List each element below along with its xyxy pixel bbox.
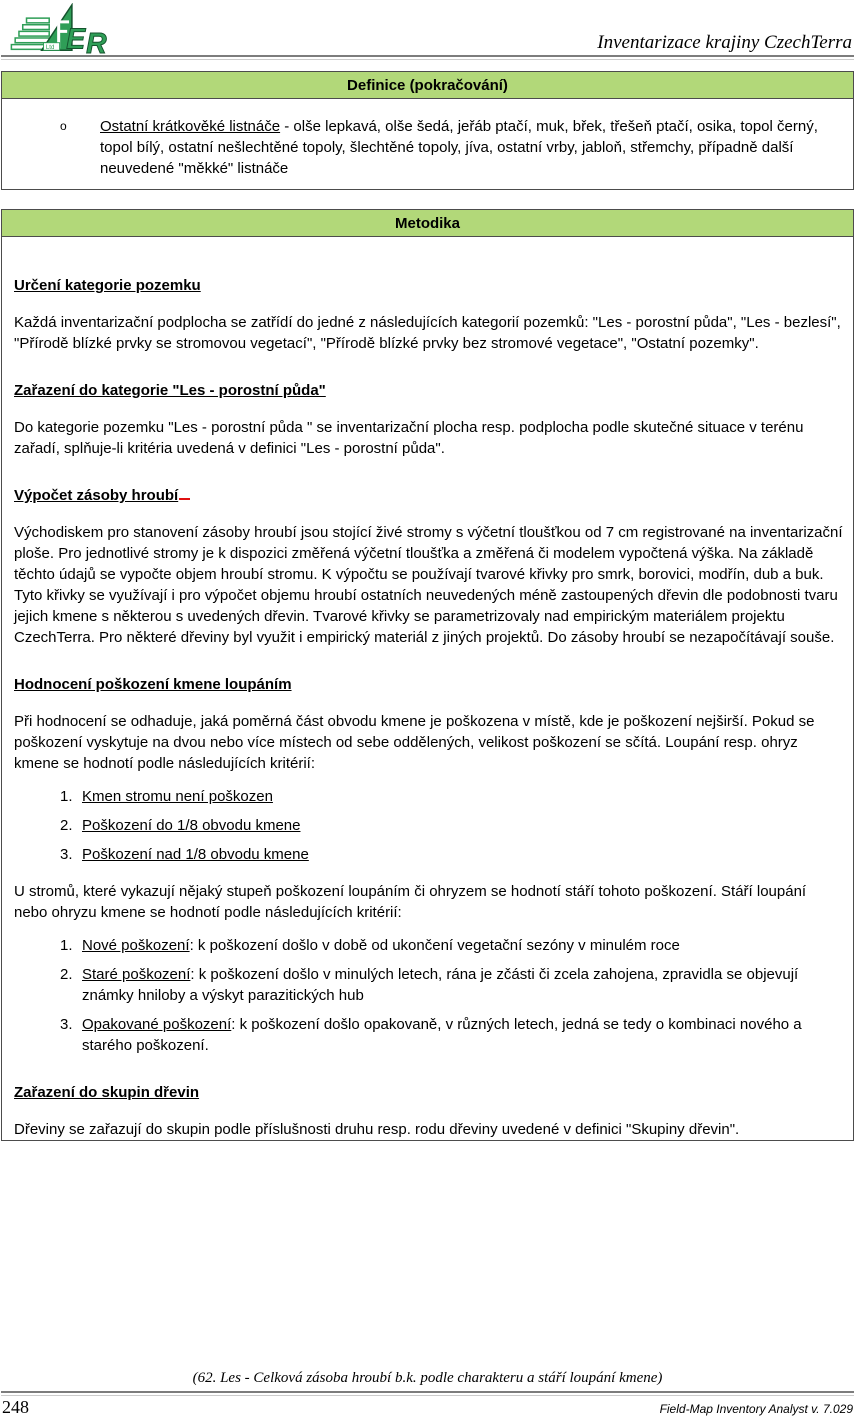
paragraph: U stromů, které vykazují nějaký stupeň poškození loupáním či ohryzem se hodnotí stáří tohoto poškození. Stáří loupání nebo ohryzu kmene se hodnotí podle následujících kritérií: bbox=[14, 883, 807, 921]
list-item-text bbox=[100, 116, 843, 179]
heading-zarazeni-skupin: Zařazení do skupin dřevin bbox=[14, 1084, 200, 1101]
list-item-rest: : k poškození došlo v minulých letech, rána je zčásti či zcela zahojena, zpravidla se objevují známky hniloby a výskyt parazitických hub bbox=[82, 966, 799, 1004]
footer-divider-light bbox=[1, 1395, 854, 1396]
ifer-logo-icon bbox=[9, 3, 114, 55]
heading-urceni-kategorie: Určení kategorie pozemku bbox=[14, 277, 201, 294]
section-metodika bbox=[1, 209, 854, 1141]
metodika-body bbox=[1, 237, 854, 1141]
page-header bbox=[1, 0, 854, 55]
footer-caption: (62. Les - Celková zásoba hroubí b.k. podle charakteru a stáří loupání kmene) bbox=[192, 1370, 663, 1386]
list-item bbox=[14, 116, 843, 179]
list-item-number: 2. bbox=[60, 817, 73, 834]
section-definice bbox=[1, 71, 854, 190]
list-item-lead: Poškození do 1/8 obvodu kmene bbox=[82, 817, 301, 834]
footer-row bbox=[2, 1397, 853, 1420]
section-header-definice: Definice (pokračování) bbox=[1, 71, 854, 99]
list-item-lead: Staré poškození bbox=[82, 966, 191, 983]
list-item bbox=[14, 786, 843, 807]
list-item bbox=[14, 964, 843, 1006]
app-version: Field-Map Inventory Analyst v. 7.029 bbox=[659, 1402, 853, 1416]
list-item-lead: Ostatní krátkověké listnáče bbox=[100, 118, 281, 135]
list-item-rest: : k poškození došlo v době od ukončení vegetační sezóny v minulém roce bbox=[189, 937, 680, 954]
list-item bbox=[14, 1014, 843, 1056]
list-item bbox=[14, 815, 843, 836]
list-item-lead: Kmen stromu není poškozen bbox=[82, 788, 273, 805]
heading-zarazeni-kategorie: Zařazení do kategorie "Les - porostní půda" bbox=[14, 382, 326, 399]
header-divider bbox=[1, 55, 854, 57]
ordered-list-rozsah bbox=[14, 786, 843, 865]
list-item-number: 3. bbox=[60, 846, 73, 863]
svg-text:Ltd: Ltd bbox=[45, 43, 55, 51]
list-item bbox=[14, 935, 843, 956]
ordered-list-stari bbox=[14, 935, 843, 1056]
list-item-number: 3. bbox=[60, 1016, 73, 1033]
document-title: Inventarizace krajiny CzechTerra bbox=[597, 32, 852, 53]
footer-divider bbox=[1, 1391, 854, 1393]
list-item-lead: Opakované poškození bbox=[82, 1016, 232, 1033]
paragraph: Východiskem pro stanovení zásoby hroubí jsou stojící živé stromy s výčetní tloušťkou od 7 cm registrované na inventarizační ploše. Pro jednotlivé stromy je k dispozici změřená výčetní tloušťka a změřená či modelem vypočtená výška. Na základě těchto údajů se vypočte objem hroubí stromu. K výpočtu se používají tvarové křivky pro smrk, borovici, modřín, dub a buk. Tyto křivky se využívají i pro výpočet objemu hroubí ostatních neuvedených méně zastoupených dřevin dle podobnosti tvaru jejich kmene s některou s uvedených dřevin. Tvarové křivky se parametrizovaly nad empirickým materiálem projektu CzechTerra. Pro některé dřeviny byl využit i empirický materiál z jiných projektů. Do zásoby hroubí se nezapočítávají souše. bbox=[14, 524, 843, 646]
list-item-lead: Nové poškození bbox=[82, 937, 190, 954]
paragraph: Do kategorie pozemku "Les - porostní půda " se inventarizační plocha resp. podplocha podle skutečné situace v terénu zařadí, splňuje-li kritéria uvedená v definici "Les - porostní půda". bbox=[14, 419, 804, 457]
heading-vypocet-zasoby: Výpočet zásoby hroubí bbox=[14, 485, 843, 506]
list-item-rest: - olše lepkavá, olše šedá, jeřáb ptačí, muk, břek, třešeň ptačí, osika, topol černý, topol bílý, ostatní nešlechtěné topoly, šlechtěné topoly, jíva, ostatní vrby, jabloň, střemchy, případně další neuvedené "měkké" listnáče bbox=[100, 118, 818, 177]
list-item-number: 1. bbox=[60, 788, 73, 805]
ifer-logo bbox=[9, 3, 114, 61]
header-divider-light bbox=[1, 59, 854, 60]
svg-text:R: R bbox=[86, 28, 107, 55]
list-item-number: 2. bbox=[60, 966, 73, 983]
svg-text:E: E bbox=[66, 23, 86, 55]
list-item-number: 1. bbox=[60, 937, 73, 954]
heading-hodnoceni-poskozeni: Hodnocení poškození kmene loupáním bbox=[14, 676, 292, 693]
paragraph: Každá inventarizační podplocha se zatřídí do jedné z následujících kategorií pozemků: "Les - porostní půda", "Les - bezlesí", "Přírodě blízké prvky se stromovou vegetací", "Přírodě blízké prvky bez stromové vegetace", "Ostatní pozemky". bbox=[14, 314, 841, 352]
paragraph: Dřeviny se zařazují do skupin podle příslušnosti druhu resp. rodu dřeviny uvedené v definici "Skupiny dřevin". bbox=[14, 1121, 740, 1138]
list-item bbox=[14, 844, 843, 865]
red-underline-mark bbox=[179, 498, 190, 500]
list-item-rest: : k poškození došlo opakovaně, v různých letech, jedná se tedy o kombinaci nového a starého poškození. bbox=[82, 1016, 802, 1054]
definice-body bbox=[1, 99, 854, 190]
list-item-lead: Poškození nad 1/8 obvodu kmene bbox=[82, 846, 309, 863]
page-number: 248 bbox=[2, 1397, 29, 1417]
bullet-marker: o bbox=[60, 119, 67, 133]
paragraph: Při hodnocení se odhaduje, jaká poměrná část obvodu kmene je poškozena v místě, kde je poškození nejširší. Pokud se poškození vyskytuje na dvou nebo více místech od sebe oddělených, velikost poškození se sčítá. Loupání resp. ohryz kmene se hodnotí podle následujících kritérií: bbox=[14, 713, 815, 772]
page-footer bbox=[0, 1368, 855, 1422]
section-header-metodika: Metodika bbox=[1, 209, 854, 237]
